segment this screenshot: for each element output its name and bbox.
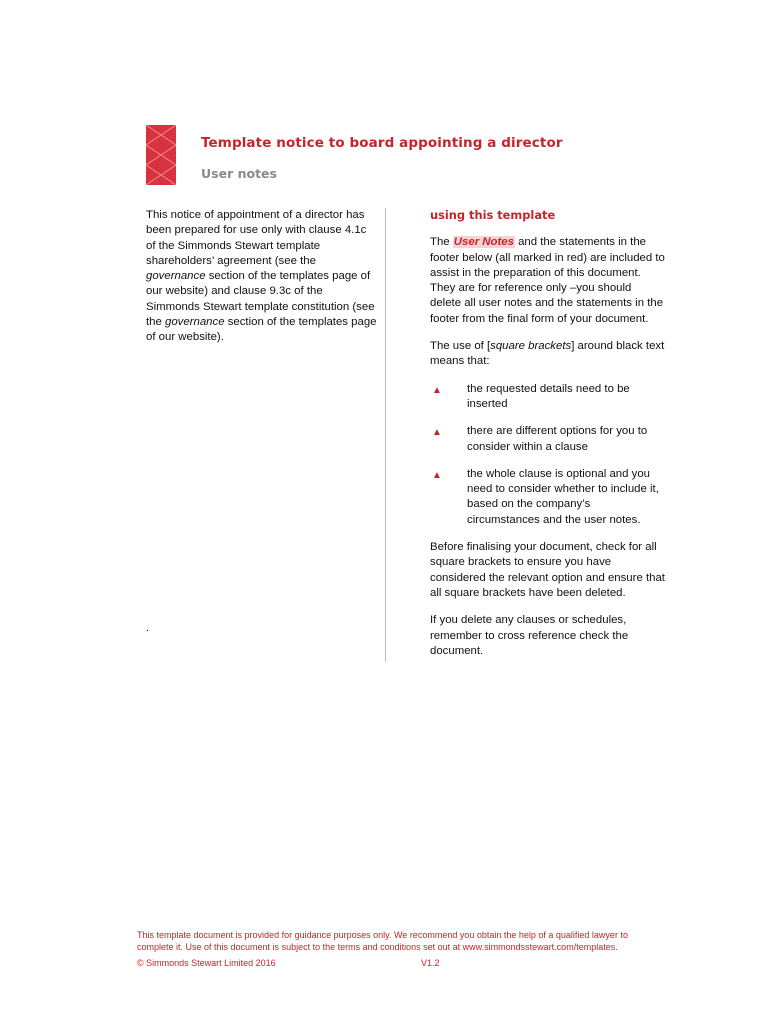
- column-divider: [385, 208, 386, 662]
- user-notes-column: [430, 208, 665, 659]
- list-item: ▲ the whole clause is optional and you need to consider whether to include it, based on the company’s circumstances and the user notes.: [432, 467, 659, 526]
- footer-copyright: © Simmonds Stewart Limited 2016: [137, 958, 276, 968]
- notes-paragraph-1: The User Notes and the statements in the footer below (all marked in red) are included to assist in the preparation of this document. They are for reference only –you should delete all user notes and the statements in the footer from the final form of your document.: [430, 236, 665, 325]
- notes-heading: using this template: [430, 208, 556, 222]
- page-subtitle: User notes: [201, 166, 277, 181]
- logo-pattern-icon: [146, 125, 176, 185]
- logo: [146, 125, 176, 185]
- notes-paragraph-2: The use of [square brackets] around black text means that:: [430, 340, 665, 368]
- stray-dot: .: [146, 622, 150, 634]
- list-item: ▲ there are different options for you to consider within a clause: [432, 425, 648, 453]
- bracket-meaning-list: [430, 382, 665, 528]
- list-item: ▲ the requested details need to be inserted: [432, 382, 630, 410]
- intro-column: [146, 208, 378, 346]
- notes-paragraph-4: If you delete any clauses or schedules, remember to cross reference check the document.: [430, 614, 629, 657]
- footer-disclaimer: This template document is provided for guidance purposes only. We recommend you obtain the help of a qualified lawyer to complete it. Use of this document is subject to the terms and conditions set out at www.simmondsstewart.com/templates.: [137, 930, 628, 952]
- triangle-bullet-icon: ▲: [432, 469, 442, 481]
- footer-version: V1.2: [421, 958, 440, 968]
- triangle-bullet-icon: ▲: [432, 427, 442, 439]
- page-title: Template notice to board appointing a director: [201, 135, 563, 151]
- user-notes-highlight: User Notes: [453, 236, 514, 249]
- notes-paragraph-3: Before finalising your document, check for all square brackets to ensure you have considered the relevant option and ensure that all square brackets have been deleted.: [430, 541, 665, 599]
- intro-paragraph: This notice of appointment of a director has been prepared for use only with clause 4.1c of the Simmonds Stewart template shareholders’ agreement (see the governance section of the templates page of our website) and clause 9.3c of the Simmonds Stewart template constitution (see the governance section of the templates page of our website).: [146, 209, 377, 344]
- triangle-bullet-icon: ▲: [432, 384, 442, 396]
